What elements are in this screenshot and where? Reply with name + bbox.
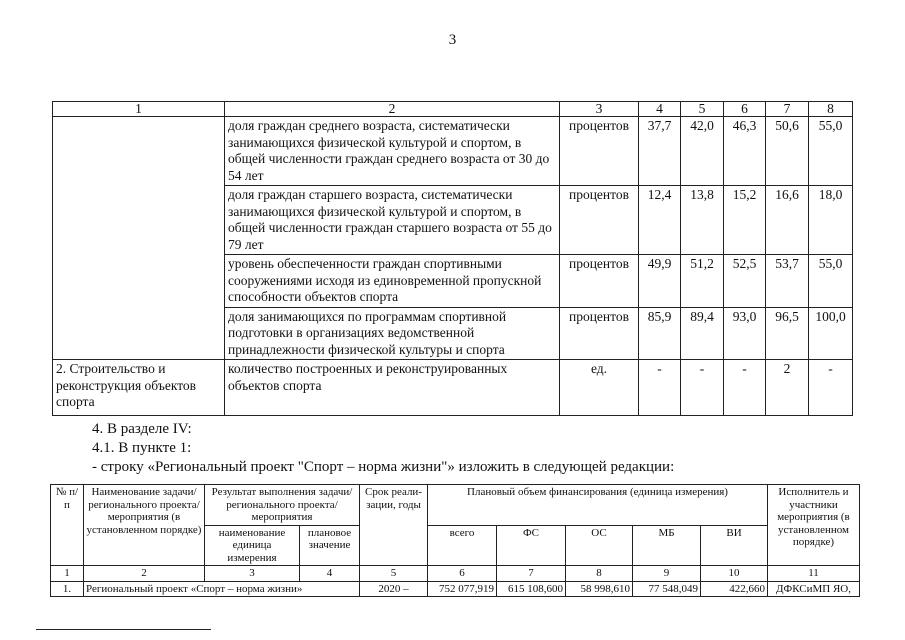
- value-cell: 51,2: [681, 255, 724, 308]
- row-term: 2020 –: [360, 581, 428, 597]
- column-number: 8: [566, 566, 633, 582]
- indicator-cell: доля занимающихся по программам спортивной подготовки в организациях ведомственной принадлежности физической культуры и спорта: [225, 307, 560, 360]
- value-cell: 93,0: [724, 307, 766, 360]
- header-result-value: плановое значение: [300, 525, 360, 566]
- indicator-cell: доля граждан старшего возраста, систематически занимающихся физической культурой и спортом, в общей численности граждан старшего возраста от 55 до 79 лет: [225, 186, 560, 255]
- row-vi: 422,660: [701, 581, 768, 597]
- header-task: Наименование задачи/ регионального проекта/ мероприятия (в установленном порядке): [84, 485, 205, 566]
- value-cell: 50,6: [766, 117, 809, 186]
- value-cell: 37,7: [639, 117, 681, 186]
- value-cell: -: [809, 360, 853, 416]
- column-number: 11: [768, 566, 860, 582]
- value-cell: 100,0: [809, 307, 853, 360]
- row-total: 752 077,919: [428, 581, 497, 597]
- row-number: 1.: [51, 581, 84, 597]
- row-executor: ДФКСиМП ЯО,: [768, 581, 860, 597]
- value-cell: 85,9: [639, 307, 681, 360]
- value-cell: 13,8: [681, 186, 724, 255]
- value-cell: 18,0: [809, 186, 853, 255]
- column-number: 4: [300, 566, 360, 582]
- page-number: 3: [448, 32, 457, 48]
- table-header-row: [53, 102, 853, 117]
- header-executor: Исполнитель и участники мероприятия (в установленном порядке): [768, 485, 860, 566]
- header-os: ОС: [566, 525, 633, 566]
- indicators-table: [52, 101, 853, 416]
- table-row: [53, 117, 853, 186]
- value-cell: -: [639, 360, 681, 416]
- amendment-text: [92, 420, 674, 477]
- value-cell: 12,4: [639, 186, 681, 255]
- header-cell: 3: [560, 102, 639, 117]
- row-fs: 615 108,600: [497, 581, 566, 597]
- header-cell: 6: [724, 102, 766, 117]
- indicator-cell: количество построенных и реконструированных объектов спорта: [225, 360, 560, 416]
- value-cell: -: [724, 360, 766, 416]
- header-number: № п/п: [51, 485, 84, 566]
- column-number: 2: [84, 566, 205, 582]
- header-cell: 8: [809, 102, 853, 117]
- header-cell: 4: [639, 102, 681, 117]
- column-number-row: [51, 566, 860, 582]
- row-os: 58 998,610: [566, 581, 633, 597]
- text-line: - строку «Региональный проект "Спорт – норма жизни"» изложить в следующей редакции:: [92, 459, 675, 475]
- header-vi: ВИ: [701, 525, 768, 566]
- column-number: 9: [633, 566, 701, 582]
- value-cell: 55,0: [809, 117, 853, 186]
- value-cell: 46,3: [724, 117, 766, 186]
- text-line: 4. В разделе IV:: [92, 421, 192, 437]
- header-funding: Плановый объем финансирования (единица измерения): [428, 485, 768, 526]
- column-number: 5: [360, 566, 428, 582]
- column-number: 3: [205, 566, 300, 582]
- unit-cell: процентов: [560, 255, 639, 308]
- value-cell: 42,0: [681, 117, 724, 186]
- value-cell: 52,5: [724, 255, 766, 308]
- value-cell: 89,4: [681, 307, 724, 360]
- task-cell: 2. Строительство и реконструкция объектов спорта: [53, 360, 225, 416]
- column-number: 7: [497, 566, 566, 582]
- value-cell: 53,7: [766, 255, 809, 308]
- row-task: Региональный проект «Спорт – норма жизни»: [84, 581, 360, 597]
- text-line: 4.1. В пункте 1:: [92, 440, 192, 456]
- value-cell: 15,2: [724, 186, 766, 255]
- table-row: [51, 581, 860, 597]
- header-cell: 5: [681, 102, 724, 117]
- header-cell: 7: [766, 102, 809, 117]
- header-result-name: наименование единица измерения: [205, 525, 300, 566]
- unit-cell: процентов: [560, 117, 639, 186]
- value-cell: 49,9: [639, 255, 681, 308]
- task-cell: [53, 117, 225, 360]
- value-cell: 96,5: [766, 307, 809, 360]
- row-mb: 77 548,049: [633, 581, 701, 597]
- header-mb: МБ: [633, 525, 701, 566]
- indicator-cell: уровень обеспеченности граждан спортивными сооружениями исходя из единовременной пропускной способности объектов спорта: [225, 255, 560, 308]
- header-fs: ФС: [497, 525, 566, 566]
- value-cell: 55,0: [809, 255, 853, 308]
- funding-table: [50, 484, 860, 597]
- header-cell: 2: [225, 102, 560, 117]
- header-term: Срок реали-зации, годы: [360, 485, 428, 566]
- unit-cell: процентов: [560, 307, 639, 360]
- value-cell: -: [681, 360, 724, 416]
- column-number: 6: [428, 566, 497, 582]
- header-cell: 1: [53, 102, 225, 117]
- header-result: Результат выполнения задачи/ регионального проекта/ мероприятия: [205, 485, 360, 526]
- column-number: 10: [701, 566, 768, 582]
- table-header-row: [51, 485, 860, 526]
- value-cell: 16,6: [766, 186, 809, 255]
- footnote-separator: [36, 629, 211, 630]
- column-number: 1: [51, 566, 84, 582]
- header-total: всего: [428, 525, 497, 566]
- value-cell: 2: [766, 360, 809, 416]
- table-row: [53, 360, 853, 416]
- unit-cell: процентов: [560, 186, 639, 255]
- indicator-cell: доля граждан среднего возраста, систематически занимающихся физической культурой и спортом, в общей численности граждан среднего возраста от 30 до 54 лет: [225, 117, 560, 186]
- unit-cell: ед.: [560, 360, 639, 416]
